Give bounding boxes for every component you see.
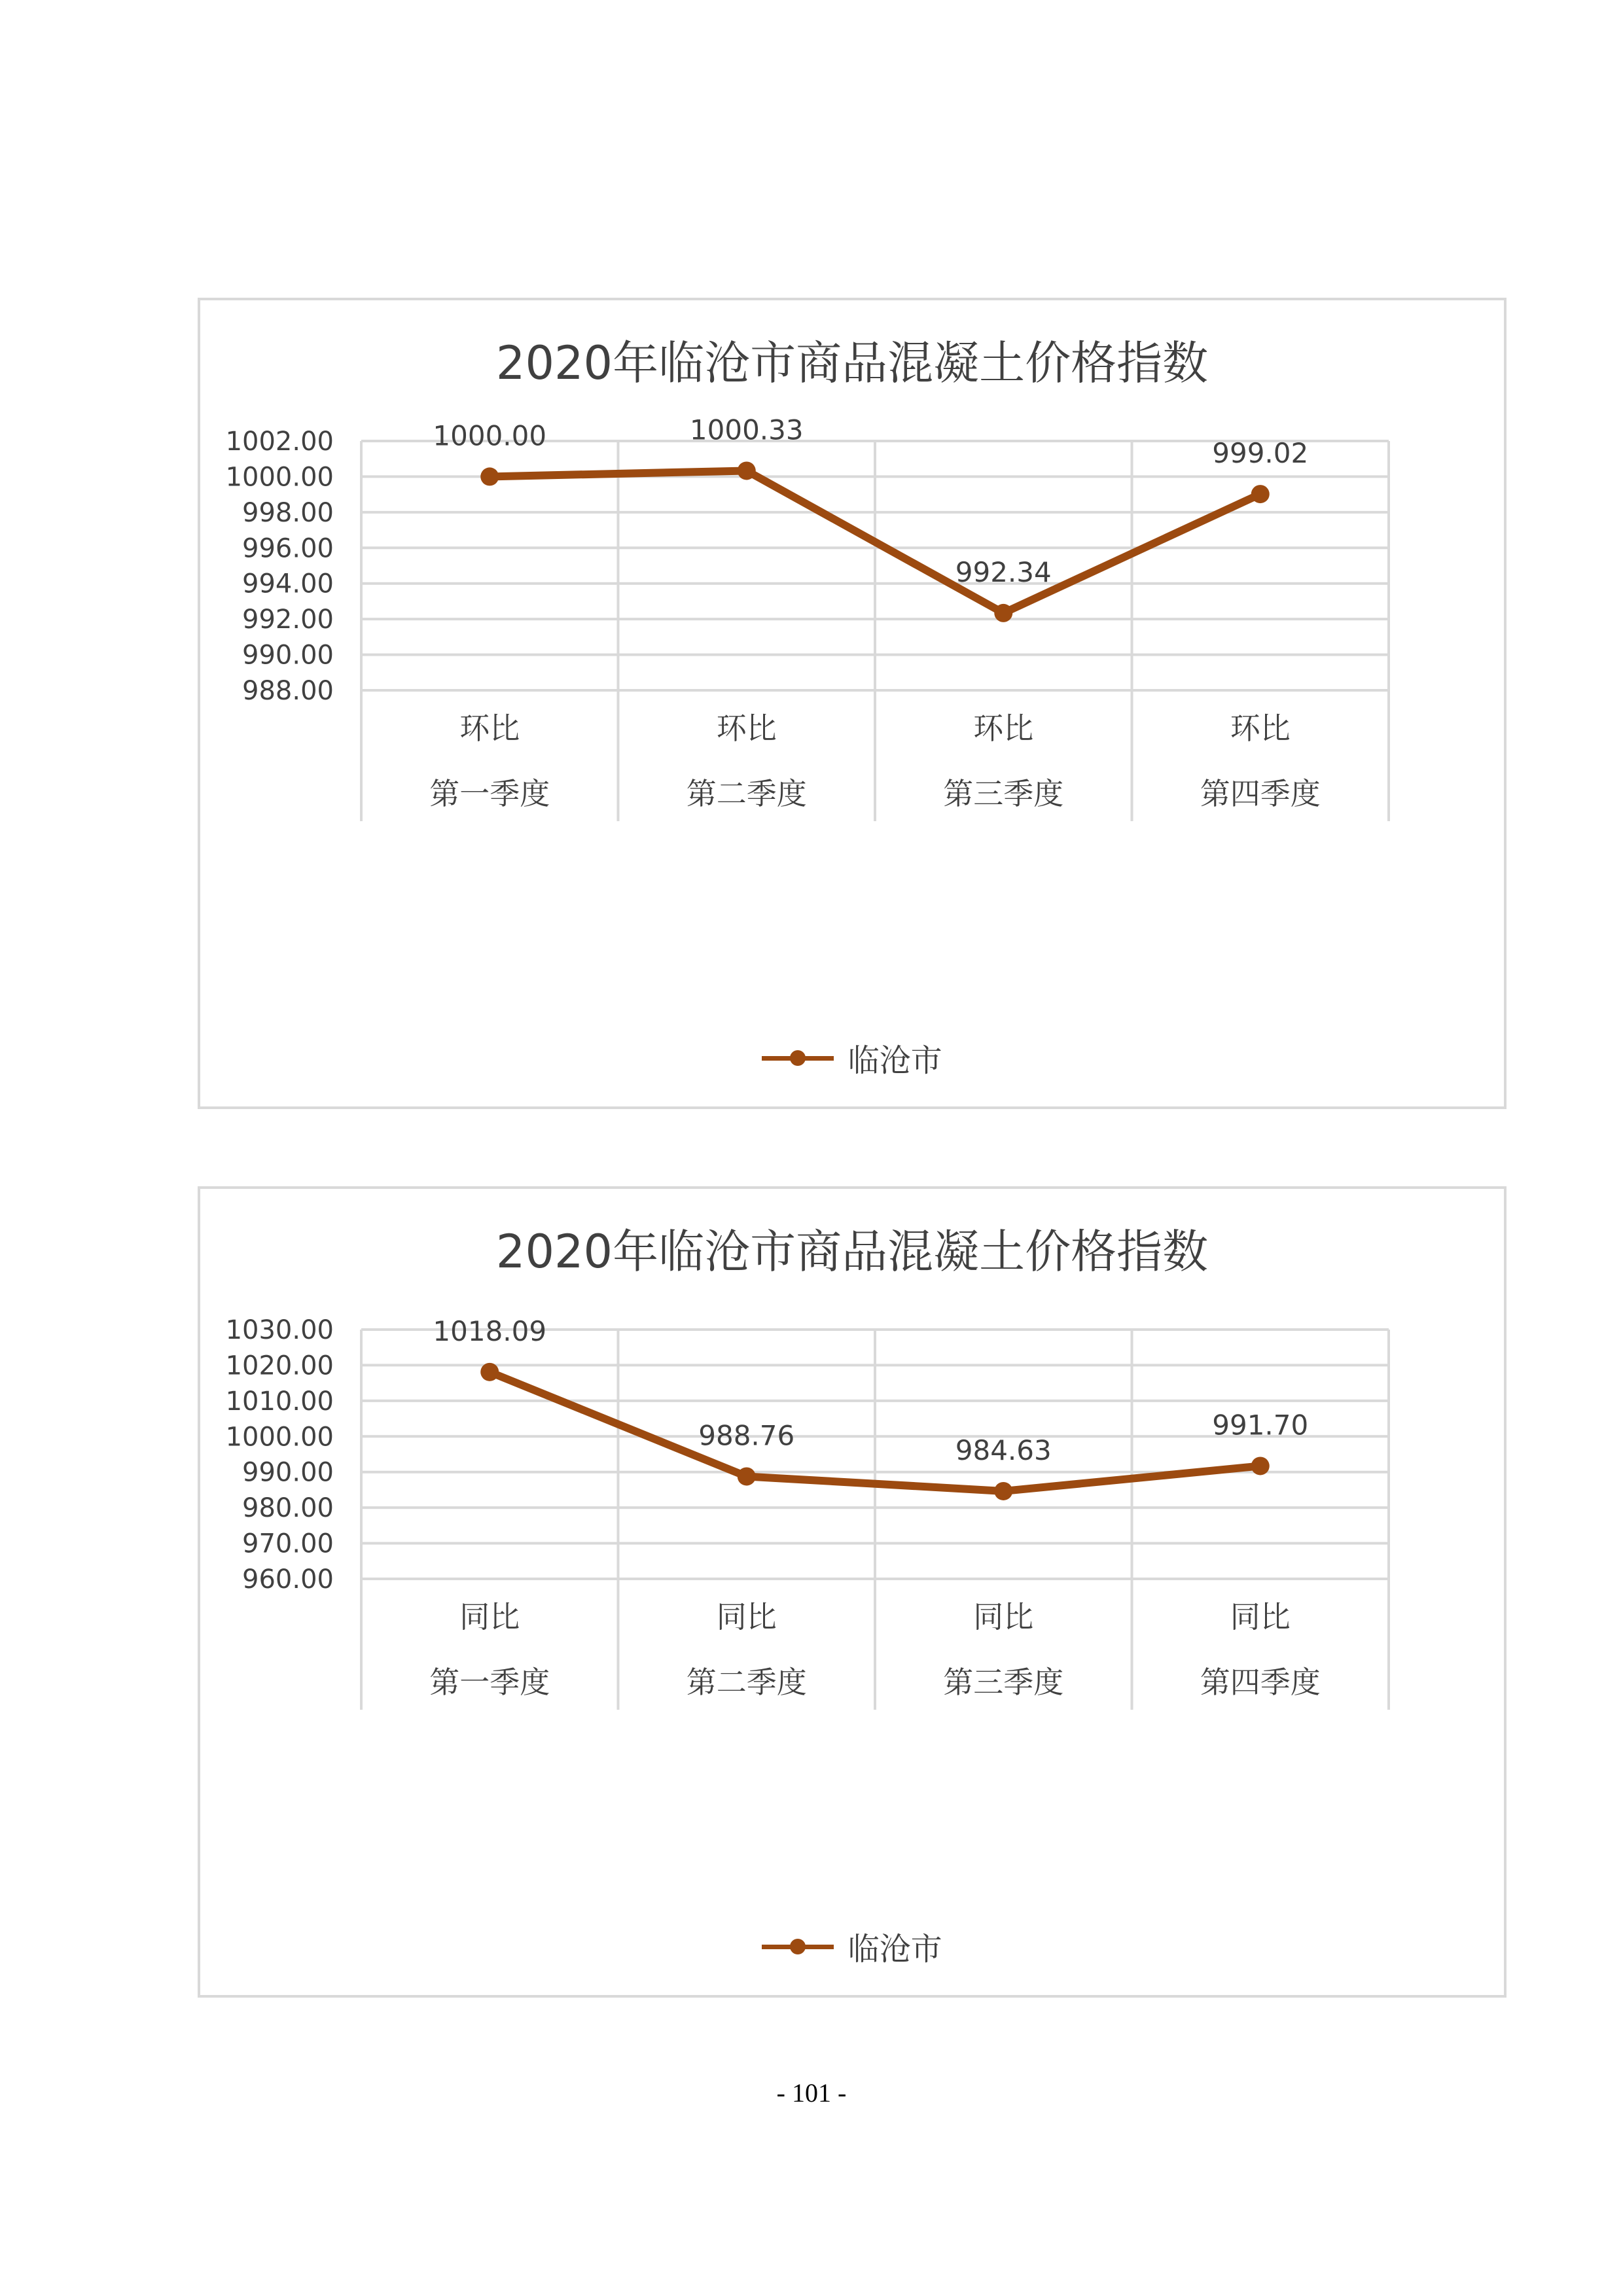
y-tick-label: 990.00 — [242, 640, 334, 671]
legend-label: 临沧市 — [847, 1931, 942, 1968]
x-tick-label-quarter: 第一季度 — [429, 776, 550, 811]
y-tick-label: 960.00 — [242, 1564, 334, 1595]
chart-title: 2020年临沧市商品混凝土价格指数 — [495, 336, 1209, 390]
y-tick-label: 980.00 — [242, 1493, 334, 1524]
chart-panel-qoq — [198, 298, 1507, 1109]
data-point — [1251, 1457, 1270, 1475]
legend-marker-icon — [762, 1939, 834, 1954]
page-number: - 101 - — [776, 2078, 847, 2108]
x-tick-label-type: 同比 — [716, 1599, 777, 1634]
x-tick-label-quarter: 第四季度 — [1200, 776, 1321, 811]
x-tick-label-type: 同比 — [973, 1599, 1034, 1634]
x-tick-label-quarter: 第二季度 — [686, 1665, 807, 1700]
chart-legend — [200, 1924, 1504, 1969]
data-point — [480, 467, 499, 486]
x-tick-label-quarter: 第一季度 — [429, 1665, 550, 1700]
x-tick-label-type: 同比 — [1230, 1599, 1291, 1634]
chart-legend — [200, 1035, 1504, 1080]
data-point — [994, 604, 1012, 622]
y-tick-label: 1010.00 — [225, 1386, 334, 1417]
legend-label: 临沧市 — [847, 1042, 942, 1079]
x-tick-label-quarter: 第三季度 — [943, 776, 1064, 811]
x-tick-label-quarter: 第二季度 — [686, 776, 807, 811]
y-tick-label: 988.00 — [242, 676, 334, 706]
y-tick-label: 994.00 — [242, 569, 334, 599]
y-tick-label: 1000.00 — [225, 1422, 334, 1453]
data-point — [738, 461, 756, 480]
data-point — [1251, 485, 1270, 503]
chart-plot — [200, 300, 1509, 1112]
x-tick-label-type: 环比 — [973, 711, 1034, 746]
legend-marker-icon — [762, 1050, 834, 1066]
y-tick-label: 970.00 — [242, 1528, 334, 1559]
data-label: 984.63 — [955, 1434, 1052, 1466]
x-tick-label-type: 同比 — [459, 1599, 520, 1634]
data-point — [480, 1363, 499, 1381]
y-tick-label: 990.00 — [242, 1457, 334, 1488]
data-point — [994, 1482, 1012, 1500]
data-label: 991.70 — [1212, 1409, 1309, 1441]
data-label: 1018.09 — [433, 1315, 547, 1347]
data-label: 999.02 — [1212, 437, 1309, 470]
data-label: 992.34 — [955, 556, 1052, 588]
x-tick-label-type: 环比 — [1230, 711, 1291, 746]
y-tick-label: 1020.00 — [225, 1351, 334, 1381]
y-tick-label: 992.00 — [242, 605, 334, 635]
y-tick-label: 1000.00 — [225, 462, 334, 493]
chart-panel-yoy — [198, 1186, 1507, 1998]
x-tick-label-quarter: 第四季度 — [1200, 1665, 1321, 1700]
y-tick-label: 998.00 — [242, 497, 334, 528]
data-label: 1000.00 — [433, 419, 547, 452]
chart-title: 2020年临沧市商品混凝土价格指数 — [495, 1225, 1209, 1279]
y-tick-label: 1030.00 — [225, 1315, 334, 1345]
data-point — [738, 1467, 756, 1485]
y-tick-label: 1002.00 — [225, 427, 334, 457]
chart-plot — [200, 1189, 1509, 2000]
x-tick-label-type: 环比 — [716, 711, 777, 746]
data-label: 988.76 — [698, 1419, 795, 1452]
data-label: 1000.33 — [689, 414, 804, 446]
x-tick-label-type: 环比 — [459, 711, 520, 746]
y-tick-label: 996.00 — [242, 533, 334, 564]
x-tick-label-quarter: 第三季度 — [943, 1665, 1064, 1700]
